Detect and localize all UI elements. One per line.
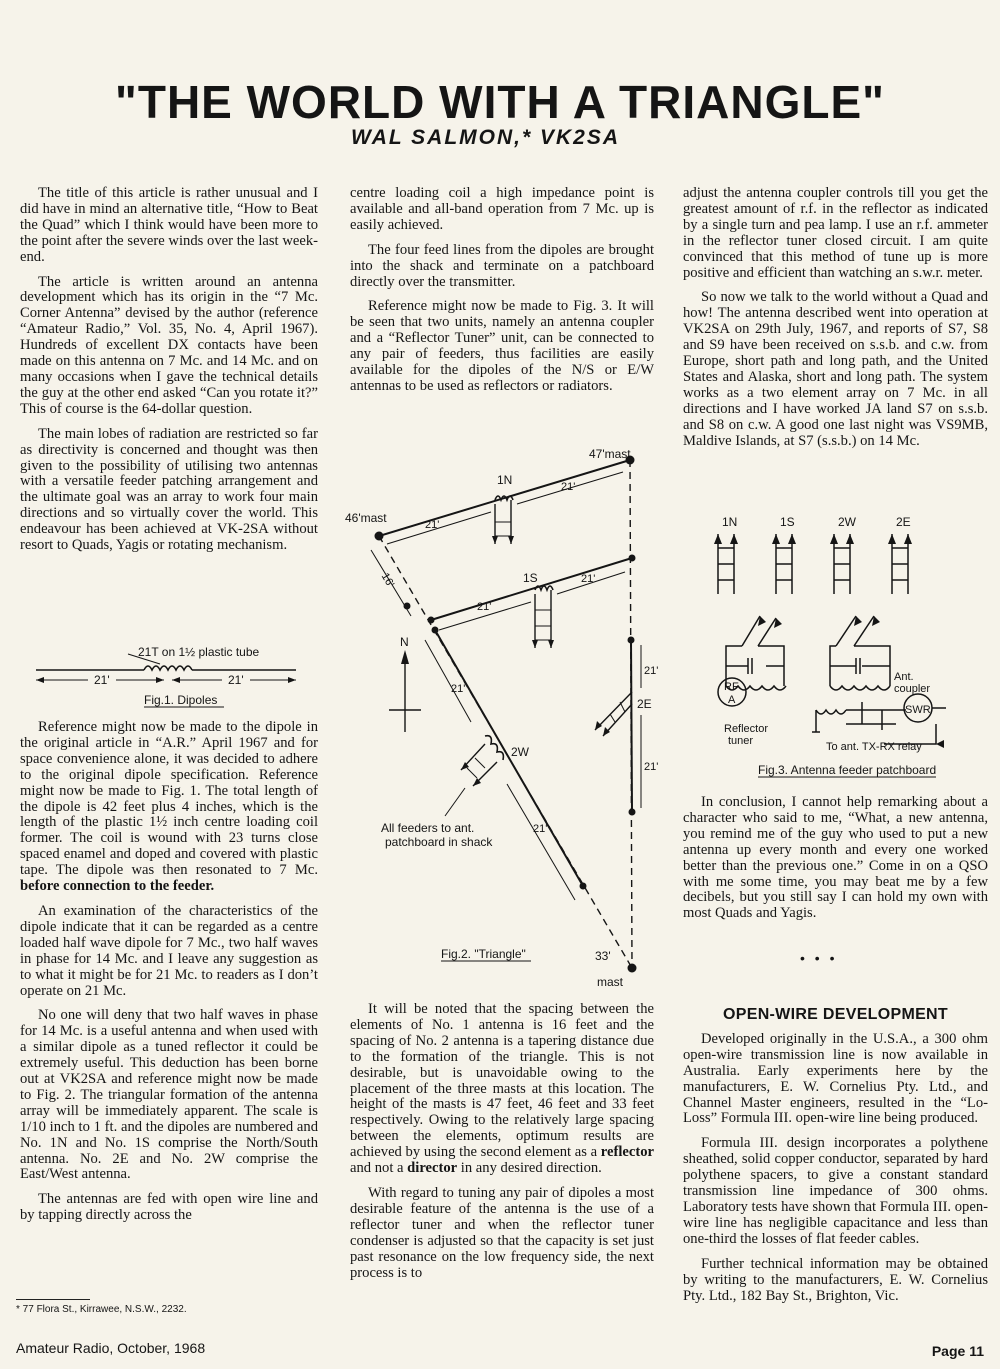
fig2-mast-33-b: mast (597, 975, 624, 989)
column-3-sidebar (683, 1007, 988, 1313)
paragraph: An examination of the characteristics of the dipole indicate that it can be regarded as a centre loaded half wave dipole for 7 Mc., two half waves in phase for 14 Mc. and I leave any suggestion as to what it might be for 21 Mc. to readers as I don’t operate on 21 Mc. (20, 902, 318, 999)
fig2-mast-47: 47'mast (589, 447, 631, 461)
figure-3-patchboard (696, 510, 986, 785)
column-2-bottom (350, 1002, 654, 1290)
paragraph-text: and not a (350, 1160, 404, 1177)
fig3-label-1n: 1N (722, 515, 738, 529)
fig3-label-2w: 2W (838, 515, 856, 529)
fig2-dim-21: 21' (581, 573, 596, 585)
fig2-dim-21: 21' (425, 519, 440, 531)
fig2-mast-46: 46'mast (345, 511, 387, 525)
fig3-swr: SWR (905, 704, 931, 716)
section-divider: • • • (800, 950, 838, 966)
paragraph (350, 1002, 654, 1177)
footer-publication: Amateur Radio, October, 1968 (16, 1340, 206, 1356)
fig3-reflector-tuner-1: Reflector (724, 723, 769, 735)
column-1-top (20, 186, 318, 563)
fig2-dim-16: 16' (378, 571, 397, 590)
paragraph-text: Reference might now be made to the dipole in the original article in “A.R.” April 1967 and for space convenience alone, it was decided to adhere to the original dipole specification. Reference might now be made to Fig. 1. The total length of the dipole is 42 feet plus 4 inches, which is the length of the plastic 1½ inch centre loading coil former. The coil is wound with 23 turns close spaced enamel and doped and covered with plastic tape. The dipole was then resonated to 7 Mc. (20, 719, 318, 879)
column-3-conclusion (683, 795, 988, 931)
paragraph: The title of this article is rather unusual and I did have in mind an alternative title, “How to Beat the Quad” which I think would have been more to the point after the severe winds over the last week-end. (20, 185, 318, 265)
paragraph: Reference might now be made to Fig. 3. It will be seen that two units, namely an antenna coupler and a “Reflector Tuner” unit, can be connected to any pair of feeders, thus facilities are easily available for the dipoles of the N/S or E/W antennas to be used as reflectors or radiators. (350, 298, 654, 394)
fig3-label-2e: 2E (896, 515, 911, 529)
fig2-label-2w: 2W (511, 745, 529, 759)
article-title: "THE WORLD WITH A TRIANGLE" (115, 76, 885, 128)
footnote-rule (16, 1299, 90, 1300)
fig2-feeders-note-1: All feeders to ant. (381, 821, 475, 835)
fig2-dim-21: 21' (644, 665, 659, 677)
paragraph: With regard to tuning any pair of dipoles a most desirable feature of the antenna is the use of a reflector tuner and when the reflector tuner condenser is adjusted so that the capacity is set just past resonance on the low frequency side, the next process is to (350, 1184, 654, 1281)
paragraph-text: It will be noted that the spacing between the elements of No. 1 antenna is 16 feet and the spacing of No. 2 antenna is a tapering distance due to the formation of the triangle. This is not desirable, but is unavoidable owing to the placement of the three masts at this location. The height of the masts is 47 feet, 46 feet and 33 feet respectively. Owing to the relatively large spacing between the elements, optimum results are achieved by using the second element as a (350, 1001, 654, 1161)
fig2-dim-21: 21' (644, 761, 659, 773)
paragraph: The four feed lines from the dipoles are brought into the shack and terminate on a patchboard directly over the transmitter. (350, 241, 654, 290)
paragraph: So now we talk to the world without a Quad and how! The antenna described went into operation at VK2SA on 29th July, 1967, and reports of S7, S8 and S9 have been received on s.s.b. and c.w. from Europe, short path and long path, and the United States and Alaska, short and long path. The system works as a two element array on 7 Mc. in all directions and I have worked JA land S7 on s.s.b. and S8 on c.w. A good one last night was VS9MB, Maldive Islands, at S7 (s.s.b.) on 14 Mc. (683, 289, 988, 449)
fig2-dim-21: 21' (451, 683, 466, 695)
column-1-bottom (20, 720, 318, 1233)
paragraph-bold: before connection to the feeder. (20, 878, 215, 895)
footer-page-number: Page 11 (931, 1343, 984, 1359)
fig2-label-1n: 1N (497, 473, 513, 487)
paragraph: adjust the antenna coupler controls till you get the greatest amount of r.f. in the reflector as indicated by a single turn and pea lamp. I use an r.f. ammeter in the reflector tuner closed circuit. I am quite convinced that this method of tune up is more positive and efficient than watching an s.w.r. meter. (683, 185, 988, 281)
paragraph: In conclusion, I cannot help remarking about a character who said to me, “What, a new antenna, you remind me of the guy who used to put a new antenna up every month and every one worked better than the previous one.” Come in on a QSO with me some time, you may beat me by a few decibels, but you still say I can hold my own with most Quads and Yagis. (683, 794, 988, 922)
paragraph: Developed originally in the U.S.A., a 300 ohm open-wire transmission line is now available in Australia. Early experiments here by the manufacturers, E. W. Cornelius Pty. Ltd., and Channel Master engineers, resulted in the “Lo-Loss” Formula III. open-wire line being produced. (683, 1030, 988, 1127)
fig2-dim-21: 21' (561, 481, 576, 493)
fig3-caption: Fig.3. Antenna feeder patchboard (758, 763, 937, 777)
fig2-dim-21: 21' (477, 601, 492, 613)
paragraph: Formula III. design incorporates a polythene sheathed, solid copper conductor, separated by hard polythene spacers, to give a constant standard transmission line impedance of 300 ohms. Laboratory tests have shown that Formula III. open-wire line has negligible capacitance and less than one-third the losses of flat feeder cables. (683, 1135, 988, 1247)
fig1-caption: Fig.1. Dipoles (144, 693, 218, 707)
fig2-feeders-note-2: patchboard in shack (385, 835, 493, 849)
fig3-label-1s: 1S (780, 515, 795, 529)
fig3-rfa-1: RF (724, 681, 739, 693)
paragraph: The main lobes of radiation are restricted so far as directivity is concerned and thought was then given to the possibility of utilising two antennas with a versatile feeder patching arrangement and the ultimate goal was an array to work four main directions and so virtually cover the world. This endeavour has been achieved at VK-2SA without resort to Quads, Yagis or rotating mechanism. (20, 425, 318, 554)
figure-2-triangle (345, 440, 660, 1000)
fig3-ant-coupler-2: coupler (894, 683, 931, 695)
fig2-label-1s: 1S (523, 571, 538, 585)
paragraph: The article is written around an antenna development which has its origin in the “7 Mc. Corner Antenna” devised by the author (reference “Amateur Radio,” Vol. 35, No. 4, April 1967). Hundreds of excellent DX contacts have been made on this antenna on 7 Mc. and 14 Mc. and on many occasions when I gave the technical details the guy at the other end asked “Can you rotate it?” This of course is the 64-dollar question. (20, 273, 318, 417)
fig2-dim-21: 21' (533, 823, 548, 835)
paragraph-bold: director (407, 1160, 458, 1177)
paragraph (20, 720, 318, 895)
paragraph-bold: reflector (600, 1144, 654, 1161)
fig1-length-right: 21' (228, 673, 244, 687)
fig1-coil-label: 21T on 1½ plastic tube (138, 645, 260, 659)
column-2-top (350, 186, 654, 404)
fig1-length-left: 21' (94, 673, 110, 687)
paragraph: centre loading coil a high impedance point is available and all-band operation from 7 Mc. up is easily achieved. (350, 185, 654, 233)
figure-1-dipoles (26, 640, 316, 710)
fig3-txrx: To ant. TX-RX relay (826, 741, 922, 753)
fig2-label-2e: 2E (637, 697, 652, 711)
fig2-north-label: N (400, 635, 409, 649)
fig2-caption: Fig.2. "Triangle" (441, 947, 526, 961)
paragraph: No one will deny that two half waves in phase for 14 Mc. is a useful antenna and when used with a similar dipole as a tuned reflector it could be extremely useful. This deduction has been borne out at VK2SA and reference might now be made to Fig. 2. The triangular formation of the antenna array will be immediately apparent. The scale is 1/10 inch to 1 ft. and the dipoles are numbered and No. 1N and No. 1S comprise the North/South antenna. No. 2E and No. 2W comprise the East/West antenna. (20, 1007, 318, 1183)
footnote: * 77 Flora St., Kirrawee, N.S.W., 2232. (16, 1304, 187, 1315)
sidebar-heading: OPEN-WIRE DEVELOPMENT (723, 1006, 948, 1023)
paragraph-text: in any desired direction. (460, 1160, 602, 1177)
paragraph: The antennas are fed with open wire line and by tapping directly across the (20, 1191, 318, 1224)
fig3-rfa-2: A (728, 694, 736, 706)
fig3-ant-coupler-1: Ant. (894, 671, 914, 683)
column-3-top (683, 186, 988, 459)
fig3-reflector-tuner-2: tuner (728, 735, 754, 747)
paragraph: Further technical information may be obtained by writing to the manufacturers, E. W. Cornelius Pty. Ltd., 182 Bay St., Brighton, Vic. (683, 1255, 988, 1304)
author-byline: WAL SALMON,* VK2SA (351, 126, 620, 149)
fig2-mast-33-a: 33' (595, 949, 611, 963)
